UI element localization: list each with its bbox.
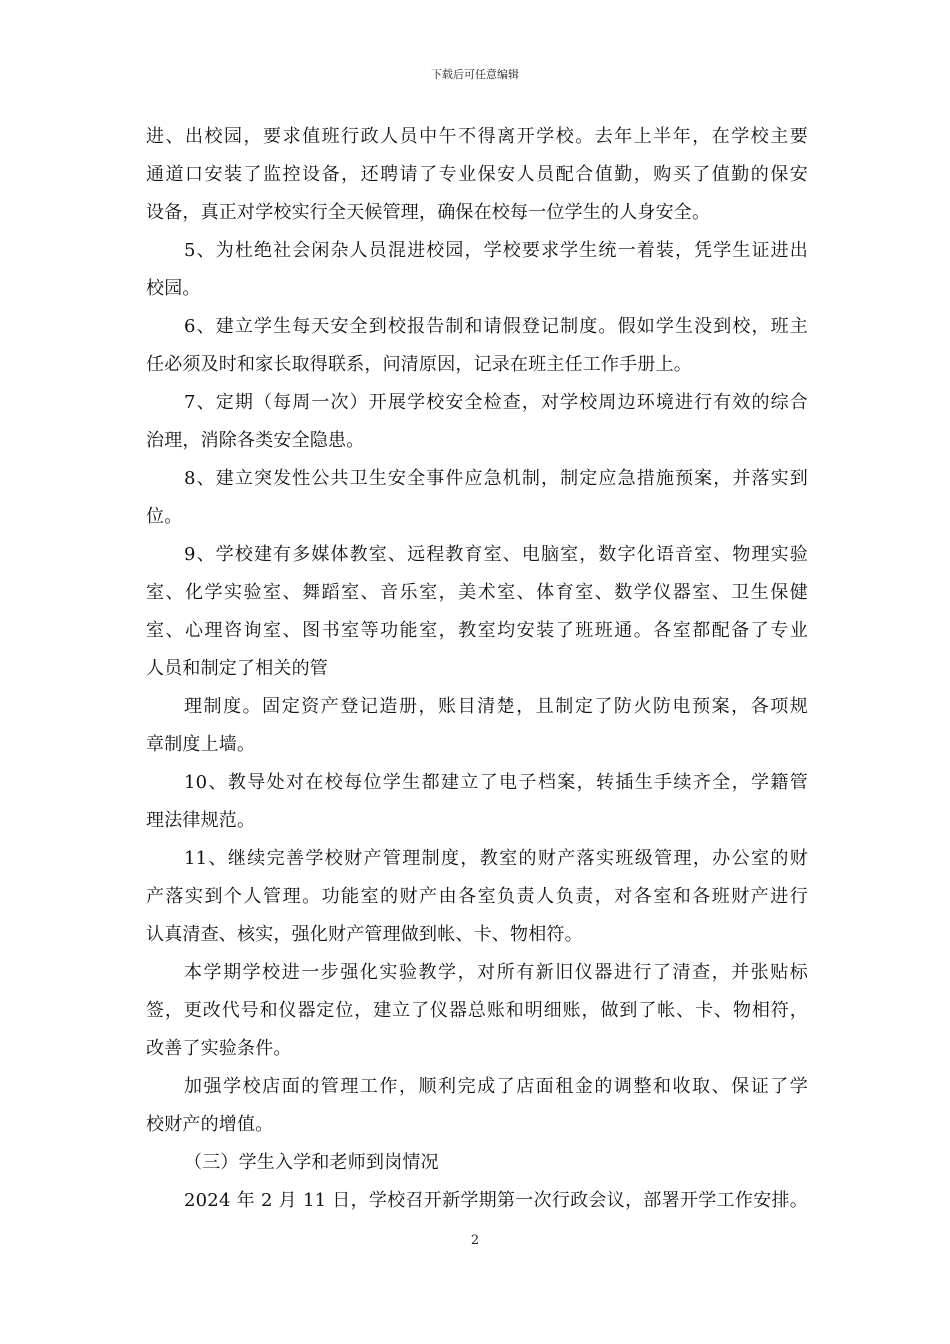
text-line: 6、建立学生每天安全到校报告制和请假登记制度。假如学生没到校，班主	[184, 316, 808, 337]
text-line: 加强学校店面的管理工作，顺利完成了店面租金的调整和收取、保证了学	[184, 1076, 808, 1097]
text-line: 任必须及时和家长取得联系，问清原因，记录在班主任工作手册上。	[146, 354, 692, 375]
text-line: 产落实到个人管理。功能室的财产由各室负责人负责，对各室和各班财产进行	[146, 886, 808, 907]
text-line: 人员和制定了相关的管	[146, 658, 328, 679]
text-line: 位。	[146, 506, 183, 527]
document-body	[146, 118, 808, 1220]
text-line: 改善了实验条件。	[146, 1038, 292, 1059]
text-line: 章制度上墙。	[146, 734, 256, 755]
text-line: 治理，消除各类安全隐患。	[146, 430, 365, 451]
text-line: 8、建立突发性公共卫生安全事件应急机制，制定应急措施预案，并落实到	[184, 468, 808, 489]
text-line: 室、化学实验室、舞蹈室、音乐室，美术室、体育室、数学仪器室、卫生保健	[146, 582, 808, 603]
text-line: 7、定期（每周一次）开展学校安全检查，对学校周边环境进行有效的综合	[184, 392, 808, 413]
page-header-note: 下载后可任意编辑	[431, 68, 519, 81]
text-line: 9、学校建有多媒体教室、远程教育室、电脑室，数字化语音室、物理实验	[184, 544, 808, 565]
text-line: 设备，真正对学校实行全天候管理，确保在校每一位学生的人身安全。	[146, 202, 711, 223]
text-line: 5、为杜绝社会闲杂人员混进校园，学校要求学生统一着装，凭学生证进出	[184, 240, 808, 261]
text-line: （三）学生入学和老师到岗情况	[184, 1152, 439, 1173]
text-line: 理制度。固定资产登记造册，账目清楚，且制定了防火防电预案，各项规	[184, 696, 808, 717]
text-line: 10、教导处对在校每位学生都建立了电子档案，转插生手续齐全，学籍管	[184, 772, 808, 793]
text-line: 理法律规范。	[146, 810, 256, 831]
text-line: 进、出校园，要求值班行政人员中午不得离开学校。去年上半年，在学校主要	[146, 126, 808, 147]
text-line: 通道口安装了监控设备，还聘请了专业保安人员配合值勤，购买了值勤的保安	[146, 164, 808, 185]
text-line: 本学期学校进一步强化实验教学，对所有新旧仪器进行了清查，并张贴标	[184, 962, 808, 983]
text-line: 签，更改代号和仪器定位，建立了仪器总账和明细账，做到了帐、卡、物相符，	[146, 1000, 808, 1021]
page-number: 2	[470, 1233, 480, 1248]
text-line: 校园。	[146, 278, 201, 299]
text-line: 11、继续完善学校财产管理制度，教室的财产落实班级管理，办公室的财	[184, 848, 808, 869]
text-line: 校财产的增值。	[146, 1114, 274, 1135]
text-line: 2024 年 2 月 11 日，学校召开新学期第一次行政会议，部署开学工作安排。	[184, 1190, 808, 1211]
text-line: 室、心理咨询室、图书室等功能室，教室均安装了班班通。各室都配备了专业	[146, 620, 808, 641]
text-line: 认真清查、核实，强化财产管理做到帐、卡、物相符。	[146, 924, 583, 945]
